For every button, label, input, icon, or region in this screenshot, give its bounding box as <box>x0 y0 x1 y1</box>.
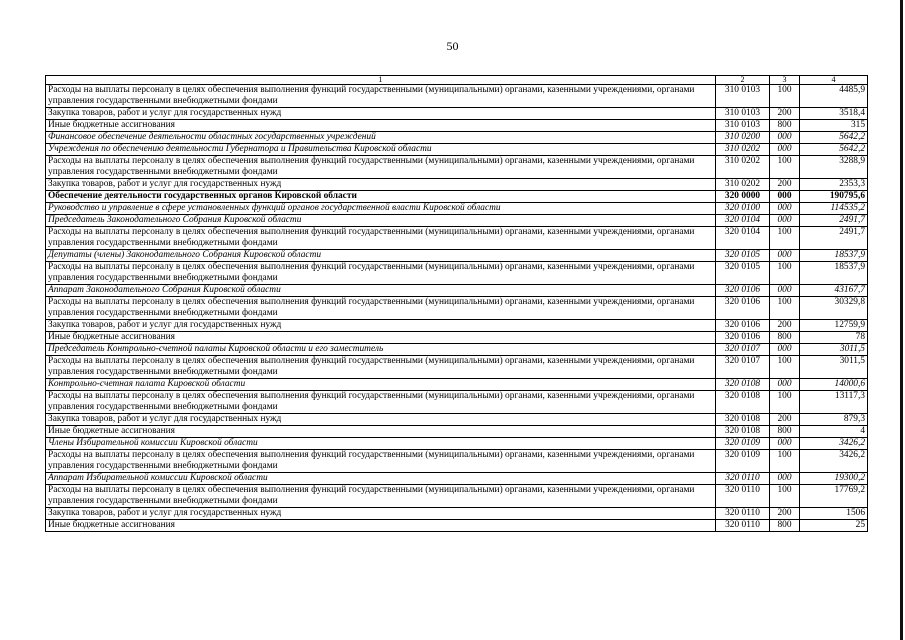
table-row <box>46 215 868 227</box>
table-row <box>46 250 868 262</box>
table-header-row <box>46 76 868 85</box>
row-name-cell: Закупка товаров, работ и услуг для государственных нужд <box>46 508 716 520</box>
row-code-cell: 320 0107 <box>716 344 770 356</box>
row-amount-cell: 3426,2 <box>800 438 868 450</box>
row-expense-type-cell: 100 <box>770 85 800 108</box>
row-name-cell: Аппарат Законодательного Собрания Кировской области <box>46 285 716 297</box>
row-name-cell: Финансовое обеспечение деятельности областных государственных учреждений <box>46 132 716 144</box>
row-name-cell: Учреждения по обеспечению деятельности Губернатора и Правительства Кировской области <box>46 144 716 156</box>
row-amount-cell: 2491,7 <box>800 227 868 250</box>
row-code-cell: 310 0202 <box>716 156 770 179</box>
table-row <box>46 120 868 132</box>
row-amount-cell: 25 <box>800 520 868 532</box>
row-expense-type-cell: 000 <box>770 132 800 144</box>
row-amount-cell: 12759,9 <box>800 320 868 332</box>
table-row <box>46 485 868 508</box>
row-expense-type-cell: 200 <box>770 320 800 332</box>
table-row <box>46 426 868 438</box>
row-amount-cell: 43167,7 <box>800 285 868 297</box>
row-expense-type-cell: 200 <box>770 414 800 426</box>
row-name-cell: Закупка товаров, работ и услуг для государственных нужд <box>46 179 716 191</box>
row-code-cell: 320 0108 <box>716 391 770 414</box>
row-amount-cell: 18537,9 <box>800 262 868 285</box>
row-expense-type-cell: 100 <box>770 262 800 285</box>
row-name-cell: Расходы на выплаты персоналу в целях обеспечения выполнения функций государственными (муниципальными) органами, казенными учреждениями, органами управления государственными внебюджетными фондами <box>46 262 716 285</box>
row-expense-type-cell: 000 <box>770 215 800 227</box>
row-name-cell: Депутаты (члены) Законодательного Собрания Кировской области <box>46 250 716 262</box>
row-amount-cell: 190795,6 <box>800 191 868 203</box>
row-amount-cell: 3426,2 <box>800 450 868 473</box>
row-name-cell: Иные бюджетные ассигнования <box>46 520 716 532</box>
page-number: 50 <box>446 39 459 53</box>
row-name-cell: Закупка товаров, работ и услуг для государственных нужд <box>46 320 716 332</box>
row-code-cell: 320 0107 <box>716 356 770 379</box>
row-expense-type-cell: 000 <box>770 250 800 262</box>
row-name-cell: Расходы на выплаты персоналу в целях обеспечения выполнения функций государственными (муниципальными) органами, казенными учреждениями, органами управления государственными внебюджетными фондами <box>46 297 716 320</box>
table-row <box>46 108 868 120</box>
row-amount-cell: 1506 <box>800 508 868 520</box>
row-expense-type-cell: 000 <box>770 379 800 391</box>
row-name-cell: Расходы на выплаты персоналу в целях обеспечения выполнения функций государственными (муниципальными) органами, казенными учреждениями, органами управления государственными внебюджетными фондами <box>46 356 716 379</box>
row-code-cell: 320 0108 <box>716 426 770 438</box>
row-code-cell: 310 0200 <box>716 132 770 144</box>
table-row <box>46 414 868 426</box>
table-row <box>46 438 868 450</box>
table-row <box>46 320 868 332</box>
row-expense-type-cell: 000 <box>770 285 800 297</box>
row-amount-cell: 78 <box>800 332 868 344</box>
row-expense-type-cell: 100 <box>770 450 800 473</box>
row-name-cell: Иные бюджетные ассигнования <box>46 332 716 344</box>
row-code-cell: 320 0105 <box>716 250 770 262</box>
row-amount-cell: 2491,7 <box>800 215 868 227</box>
row-code-cell: 310 0202 <box>716 144 770 156</box>
row-name-cell: Закупка товаров, работ и услуг для государственных нужд <box>46 108 716 120</box>
row-code-cell: 320 0110 <box>716 520 770 532</box>
row-expense-type-cell: 000 <box>770 438 800 450</box>
row-expense-type-cell: 000 <box>770 203 800 215</box>
table-row <box>46 85 868 108</box>
row-expense-type-cell: 800 <box>770 426 800 438</box>
row-amount-cell: 4485,9 <box>800 85 868 108</box>
row-code-cell: 310 0103 <box>716 120 770 132</box>
row-code-cell: 320 0104 <box>716 215 770 227</box>
row-code-cell: 320 0110 <box>716 485 770 508</box>
row-code-cell: 310 0202 <box>716 179 770 191</box>
table-body <box>46 85 868 532</box>
row-code-cell: 320 0109 <box>716 438 770 450</box>
table-row <box>46 450 868 473</box>
row-name-cell: Расходы на выплаты персоналу в целях обеспечения выполнения функций государственными (муниципальными) органами, казенными учреждениями, органами управления государственными внебюджетными фондами <box>46 227 716 250</box>
row-expense-type-cell: 800 <box>770 120 800 132</box>
table-row <box>46 356 868 379</box>
row-name-cell: Председатель Законодательного Собрания Кировской области <box>46 215 716 227</box>
row-expense-type-cell: 200 <box>770 108 800 120</box>
row-code-cell: 320 0110 <box>716 473 770 485</box>
row-amount-cell: 3011,5 <box>800 344 868 356</box>
row-code-cell: 310 0103 <box>716 85 770 108</box>
row-name-cell: Аппарат Избирательной комиссии Кировской области <box>46 473 716 485</box>
row-amount-cell: 315 <box>800 120 868 132</box>
row-expense-type-cell: 100 <box>770 227 800 250</box>
row-name-cell: Расходы на выплаты персоналу в целях обеспечения выполнения функций государственными (муниципальными) органами, казенными учреждениями, органами управления государственными внебюджетными фондами <box>46 450 716 473</box>
row-code-cell: 320 0000 <box>716 191 770 203</box>
row-name-cell: Расходы на выплаты персоналу в целях обеспечения выполнения функций государственными (муниципальными) органами, казенными учреждениями, органами управления государственными внебюджетными фондами <box>46 485 716 508</box>
row-code-cell: 320 0104 <box>716 227 770 250</box>
table-row <box>46 297 868 320</box>
row-name-cell: Иные бюджетные ассигнования <box>46 426 716 438</box>
budget-table <box>45 75 868 532</box>
row-name-cell: Закупка товаров, работ и услуг для государственных нужд <box>46 414 716 426</box>
page-edge-line <box>900 0 903 640</box>
row-code-cell: 320 0106 <box>716 320 770 332</box>
row-amount-cell: 4 <box>800 426 868 438</box>
row-expense-type-cell: 000 <box>770 473 800 485</box>
row-code-cell: 320 0109 <box>716 450 770 473</box>
row-amount-cell: 3288,9 <box>800 156 868 179</box>
header-col-3: 3 <box>770 76 800 85</box>
row-expense-type-cell: 100 <box>770 391 800 414</box>
row-amount-cell: 114535,2 <box>800 203 868 215</box>
table-row <box>46 144 868 156</box>
table-row <box>46 179 868 191</box>
row-name-cell: Расходы на выплаты персоналу в целях обеспечения выполнения функций государственными (муниципальными) органами, казенными учреждениями, органами управления государственными внебюджетными фондами <box>46 85 716 108</box>
table-row <box>46 285 868 297</box>
row-code-cell: 320 0106 <box>716 297 770 320</box>
row-code-cell: 320 0100 <box>716 203 770 215</box>
row-expense-type-cell: 100 <box>770 356 800 379</box>
row-expense-type-cell: 100 <box>770 297 800 320</box>
row-name-cell: Обеспечение деятельности государственных органов Кировской области <box>46 191 716 203</box>
row-expense-type-cell: 800 <box>770 520 800 532</box>
row-expense-type-cell: 000 <box>770 191 800 203</box>
row-amount-cell: 13117,3 <box>800 391 868 414</box>
table-row <box>46 156 868 179</box>
row-name-cell: Члены Избирательной комиссии Кировской области <box>46 438 716 450</box>
table-row <box>46 227 868 250</box>
row-expense-type-cell: 200 <box>770 179 800 191</box>
row-amount-cell: 18537,9 <box>800 250 868 262</box>
row-amount-cell: 17769,2 <box>800 485 868 508</box>
table-row <box>46 344 868 356</box>
table-row <box>46 191 868 203</box>
header-col-4: 4 <box>800 76 868 85</box>
header-col-2: 2 <box>716 76 770 85</box>
row-amount-cell: 5642,2 <box>800 144 868 156</box>
row-amount-cell: 5642,2 <box>800 132 868 144</box>
row-code-cell: 320 0108 <box>716 414 770 426</box>
row-name-cell: Расходы на выплаты персоналу в целях обеспечения выполнения функций государственными (муниципальными) органами, казенными учреждениями, органами управления государственными внебюджетными фондами <box>46 156 716 179</box>
row-code-cell: 320 0108 <box>716 379 770 391</box>
row-name-cell: Расходы на выплаты персоналу в целях обеспечения выполнения функций государственными (муниципальными) органами, казенными учреждениями, органами управления государственными внебюджетными фондами <box>46 391 716 414</box>
table-row <box>46 508 868 520</box>
row-expense-type-cell: 100 <box>770 156 800 179</box>
row-code-cell: 320 0110 <box>716 508 770 520</box>
row-expense-type-cell: 100 <box>770 485 800 508</box>
table-row <box>46 203 868 215</box>
table-row <box>46 332 868 344</box>
table-row <box>46 132 868 144</box>
row-name-cell: Руководство и управление в сфере установленных функций органов государственной власти Кировской области <box>46 203 716 215</box>
row-amount-cell: 3011,5 <box>800 356 868 379</box>
row-code-cell: 310 0103 <box>716 108 770 120</box>
row-amount-cell: 3518,4 <box>800 108 868 120</box>
table-row <box>46 391 868 414</box>
row-name-cell: Иные бюджетные ассигнования <box>46 120 716 132</box>
row-code-cell: 320 0106 <box>716 332 770 344</box>
row-amount-cell: 19300,2 <box>800 473 868 485</box>
row-name-cell: Председатель Контрольно-счетной палаты Кировской области и его заместитель <box>46 344 716 356</box>
table-row <box>46 379 868 391</box>
row-code-cell: 320 0105 <box>716 262 770 285</box>
table-row <box>46 473 868 485</box>
table-row <box>46 520 868 532</box>
table-row <box>46 262 868 285</box>
row-expense-type-cell: 000 <box>770 344 800 356</box>
row-amount-cell: 2353,3 <box>800 179 868 191</box>
row-code-cell: 320 0106 <box>716 285 770 297</box>
row-amount-cell: 30329,8 <box>800 297 868 320</box>
row-expense-type-cell: 000 <box>770 144 800 156</box>
header-col-1: 1 <box>46 76 716 85</box>
row-expense-type-cell: 800 <box>770 332 800 344</box>
row-amount-cell: 14000,6 <box>800 379 868 391</box>
row-name-cell: Контрольно-счетная палата Кировской области <box>46 379 716 391</box>
row-amount-cell: 879,3 <box>800 414 868 426</box>
row-expense-type-cell: 200 <box>770 508 800 520</box>
